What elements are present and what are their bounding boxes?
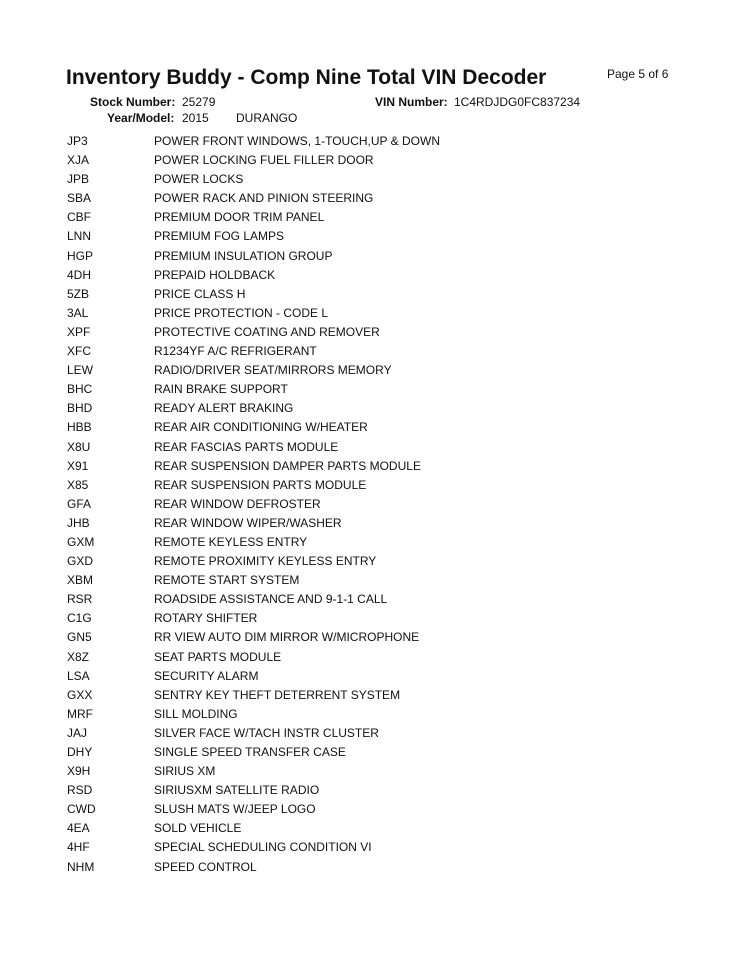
option-row: [0, 761, 742, 780]
option-row: [0, 666, 742, 685]
stock-number-value: 25279: [182, 95, 216, 109]
page-number: Page 5 of 6: [607, 67, 669, 81]
option-row: [0, 494, 742, 513]
option-row: [0, 284, 742, 303]
option-row: [0, 589, 742, 608]
report-title: Inventory Buddy - Comp Nine Total VIN Decoder: [66, 66, 547, 89]
year-value: 2015: [182, 111, 209, 125]
option-row: [0, 417, 742, 436]
option-description: ROTARY SHIFTER: [154, 611, 258, 626]
option-description: READY ALERT BRAKING: [154, 401, 294, 416]
option-row: [0, 475, 742, 494]
option-code: GXD: [67, 554, 94, 569]
option-description: PRICE PROTECTION - CODE L: [154, 305, 329, 320]
vin-number-value: 1C4RDJDG0FC837234: [454, 95, 581, 109]
option-code: GXM: [67, 534, 95, 549]
option-code-list: [0, 131, 742, 876]
option-description: PRICE CLASS H: [154, 286, 246, 301]
option-code: XJA: [67, 153, 90, 168]
option-description: REMOTE PROXIMITY KEYLESS ENTRY: [154, 554, 377, 569]
option-code: JP3: [67, 134, 88, 148]
option-code: MRF: [67, 706, 93, 721]
option-code: 4HF: [67, 840, 90, 855]
option-row: [0, 322, 742, 341]
vin-number-label: VIN Number:: [375, 95, 448, 109]
option-row: [0, 799, 742, 818]
option-code: LEW: [67, 363, 94, 378]
option-row: [0, 818, 742, 837]
option-description: R1234YF A/C REFRIGERANT: [154, 344, 317, 359]
option-code: X8Z: [67, 649, 90, 664]
option-description: REMOTE START SYSTEM: [154, 573, 300, 588]
option-description: SINGLE SPEED TRANSFER CASE: [154, 745, 346, 759]
year-model-label: Year/Model:: [107, 111, 175, 125]
option-description: SOLD VEHICLE: [154, 821, 242, 836]
option-row: [0, 456, 742, 475]
option-description: SPEED CONTROL: [154, 859, 257, 874]
option-row: [0, 551, 742, 570]
option-description: SILL MOLDING: [154, 706, 238, 721]
option-row: [0, 837, 742, 856]
option-code: CBF: [67, 210, 91, 225]
option-description: SIRIUS XM: [154, 764, 216, 779]
option-code: JAJ: [67, 725, 88, 740]
option-row: [0, 226, 742, 245]
option-row: [0, 570, 742, 589]
stock-number-label: Stock Number:: [90, 95, 176, 109]
option-code: 4DH: [67, 267, 92, 282]
option-row: [0, 780, 742, 799]
option-row: [0, 188, 742, 207]
option-row: [0, 437, 742, 456]
option-description: RADIO/DRIVER SEAT/MIRRORS MEMORY: [154, 363, 392, 378]
option-row: [0, 398, 742, 417]
option-code: RSD: [67, 783, 93, 798]
option-description: SIRIUSXM SATELLITE RADIO: [154, 783, 320, 798]
option-code: X85: [67, 477, 89, 492]
option-row: [0, 704, 742, 723]
option-row: [0, 246, 742, 265]
option-code: 5ZB: [67, 286, 90, 301]
option-code: 4EA: [67, 821, 90, 836]
option-row: [0, 341, 742, 360]
option-code: RSR: [67, 592, 93, 607]
option-description: POWER RACK AND PINION STEERING: [154, 191, 374, 206]
option-code: X91: [67, 458, 89, 473]
option-row: [0, 303, 742, 322]
option-description: SLUSH MATS W/JEEP LOGO: [154, 802, 316, 817]
option-description: POWER LOCKING FUEL FILLER DOOR: [154, 153, 374, 168]
option-code: JPB: [67, 172, 90, 187]
option-code: XBM: [67, 573, 94, 588]
option-description: REAR WINDOW WIPER/WASHER: [154, 515, 342, 530]
option-code: XFC: [67, 344, 91, 359]
option-row: [0, 685, 742, 704]
option-row: [0, 647, 742, 666]
option-code: DHY: [67, 745, 93, 759]
option-row: [0, 532, 742, 551]
option-code: X9H: [67, 764, 91, 779]
option-code: CWD: [67, 802, 96, 817]
option-description: PREMIUM DOOR TRIM PANEL: [154, 210, 325, 225]
option-description: REMOTE KEYLESS ENTRY: [154, 534, 308, 549]
option-row: [0, 742, 742, 761]
option-description: PROTECTIVE COATING AND REMOVER: [154, 324, 380, 339]
option-description: SEAT PARTS MODULE: [154, 649, 282, 664]
option-row: [0, 131, 742, 150]
option-row: [0, 723, 742, 742]
option-description: REAR SUSPENSION PARTS MODULE: [154, 477, 367, 492]
option-row: [0, 150, 742, 169]
option-code: 3AL: [67, 305, 89, 320]
option-description: PREPAID HOLDBACK: [154, 267, 276, 282]
option-code: JHB: [67, 515, 90, 530]
option-code: XPF: [67, 324, 91, 339]
option-description: REAR SUSPENSION DAMPER PARTS MODULE: [154, 458, 421, 473]
option-description: PREMIUM INSULATION GROUP: [154, 248, 333, 263]
option-description: REAR FASCIAS PARTS MODULE: [154, 439, 339, 454]
option-row: [0, 207, 742, 226]
option-code: GFA: [67, 496, 92, 511]
option-description: REAR AIR CONDITIONING W/HEATER: [154, 420, 368, 435]
option-code: HBB: [67, 420, 92, 435]
option-code: NHM: [67, 859, 95, 874]
option-description: RR VIEW AUTO DIM MIRROR W/MICROPHONE: [154, 630, 420, 645]
option-description: PREMIUM FOG LAMPS: [154, 229, 285, 244]
option-row: [0, 857, 742, 876]
option-description: POWER FRONT WINDOWS, 1-TOUCH,UP & DOWN: [154, 134, 441, 148]
option-description: ROADSIDE ASSISTANCE AND 9-1-1 CALL: [154, 592, 388, 607]
option-description: POWER LOCKS: [154, 172, 244, 187]
option-code: HGP: [67, 248, 94, 263]
option-code: BHC: [67, 382, 93, 397]
option-row: [0, 360, 742, 379]
option-code: GN5: [67, 630, 92, 645]
option-description: RAIN BRAKE SUPPORT: [154, 382, 288, 397]
option-description: SECURITY ALARM: [154, 668, 259, 683]
model-value: DURANGO: [236, 111, 298, 125]
option-row: [0, 513, 742, 532]
option-description: SILVER FACE W/TACH INSTR CLUSTER: [154, 725, 379, 740]
option-row: [0, 379, 742, 398]
option-code: BHD: [67, 401, 93, 416]
option-description: REAR WINDOW DEFROSTER: [154, 496, 321, 511]
option-code: SBA: [67, 191, 92, 206]
option-code: C1G: [67, 611, 92, 626]
option-code: LNN: [67, 229, 92, 244]
option-code: LSA: [67, 668, 90, 683]
option-row: [0, 169, 742, 188]
option-code: GXX: [67, 687, 93, 702]
option-code: X8U: [67, 439, 91, 454]
option-row: [0, 608, 742, 627]
option-description: SPECIAL SCHEDULING CONDITION VI: [154, 840, 372, 855]
option-description: SENTRY KEY THEFT DETERRENT SYSTEM: [154, 687, 401, 702]
option-row: [0, 627, 742, 646]
option-row: [0, 265, 742, 284]
